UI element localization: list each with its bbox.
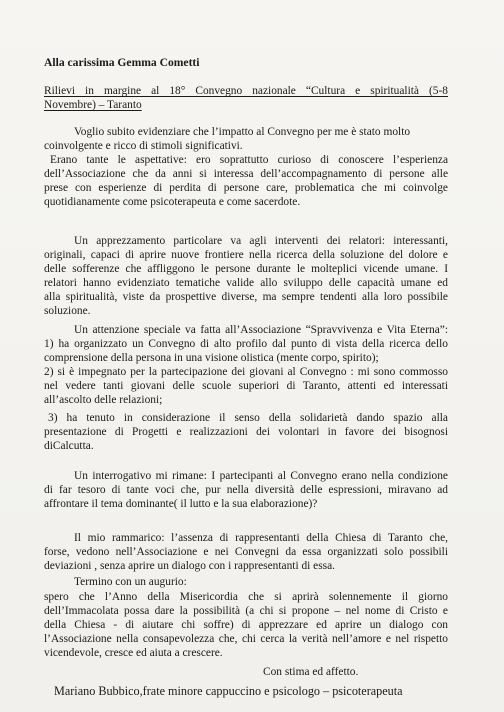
text-line: spero che l’Anno della Misericordia che si aprirà solennemente il giorno (44, 591, 448, 603)
text-line: alla spiritualità, viste da prospettive diverse, ma sempre tendenti alla loro possibile (44, 291, 448, 303)
text-line: dell’Associazione che da anni si interessa dell’accompagnamento di persone alle (44, 168, 448, 180)
text-line: nel vedere tanti giovani delle scuole superiori di Taranto, attenti ed interessati (44, 380, 448, 392)
text-line: comprensione della persona in una visione olistica (mente corpo, spirito); (44, 352, 379, 364)
text-line: relatori hanno evidenziato tematiche valide allo sviluppo delle capacità umane ed (44, 277, 448, 289)
text-line: Erano tante le aspettative: ero soprattutto curioso di conoscere l’esperienza (50, 154, 448, 166)
text-line: soluzione. (44, 305, 91, 317)
text-line: coinvolgente e ricco di stimoli significativi. (44, 140, 243, 152)
closing-line: Con stima ed affetto. (263, 666, 359, 678)
text-line: di far tesoro di tante voci che, pur nella diversità delle espressioni, miravano ad (44, 484, 448, 496)
text-line: Voglio subito evidenziare che l’impatto al Convegno per me è stato molto (74, 126, 411, 138)
subject-line-1: Rilievi in margine al 18° Convegno nazionale “Cultura e spiritualità (5-8 (44, 85, 448, 97)
text-line: diCalcutta. (44, 440, 94, 452)
text-line: deviazioni , senza aprire un dialogo con i rappresentanti di essa. (44, 560, 335, 572)
text-line: Un interrogativo mi rimane: I partecipanti al Convegno erano nella condizione (74, 470, 448, 482)
text-line: presentazione di Progetti e realizzazioni dei volontari in favore dei bisognosi (44, 426, 448, 438)
text-line: delle sofferenze che affliggono le persone durante le molteplici vicende umane. I (44, 263, 448, 275)
text-line: vicendevole, cresce ed aiuta a crescere. (44, 647, 223, 659)
text-line: Un attenzione speciale va fatta all’Associazione “Spravvivenza e Vita Eterna”: (74, 324, 448, 336)
text-line: della Chiesa - di aiutare chi soffre) di apprezzare ed aprire un dialogo con (44, 619, 448, 631)
text-line: Il mio rammarico: l’assenza di rappresentanti della Chiesa di Taranto che, (74, 532, 448, 544)
text-line: dell’Immacolata possa dare la possibilità (a chi si propone – nel nome di Cristo e (44, 605, 448, 617)
text-line: originali, capaci di aprire nuove frontiere nella ricerca della soluzione del dolore e (44, 249, 448, 261)
text-line: l’Associazione nella consapevolezza che, chi cerca la verità nell’amore e nel rispetto (44, 633, 448, 645)
text-line: prese con esperienze di perdita di persone care, problematica che mi coinvolge (44, 182, 448, 194)
text-line: affrontare il tema dominante( il lutto e la sua elaborazione)? (44, 498, 318, 510)
text-line: Termino con un augurio: (74, 576, 187, 588)
text-line: quotidianamente come psicoterapeuta e come sacerdote. (44, 196, 301, 208)
text-line: all’ascolto delle relazioni; (44, 394, 163, 406)
subject-line-2: Novembre) – Taranto (44, 99, 142, 111)
text-line: 3) ha tenuto in considerazione il senso della solidarietà dando spazio alla (48, 412, 448, 424)
signature: Mariano Bubbico,frate minore cappuccino e psicologo – psicoterapeuta (54, 684, 403, 698)
text-line: Un apprezzamento particolare va agli interventi dei relatori: interessanti, (74, 235, 448, 247)
text-line: 1) ha organizzato un Convegno di alto profilo dal punto di vista della ricerca dello (44, 338, 448, 350)
text-line: forse, vedono nell’Associazione e nei Convegni da essa organizzati solo possibili (44, 546, 448, 558)
salutation: Alla carissima Gemma Cometti (44, 56, 200, 69)
text-line: 2) si è impegnato per la partecipazione dei giovani al Convegno : mi sono commosso (44, 366, 448, 378)
